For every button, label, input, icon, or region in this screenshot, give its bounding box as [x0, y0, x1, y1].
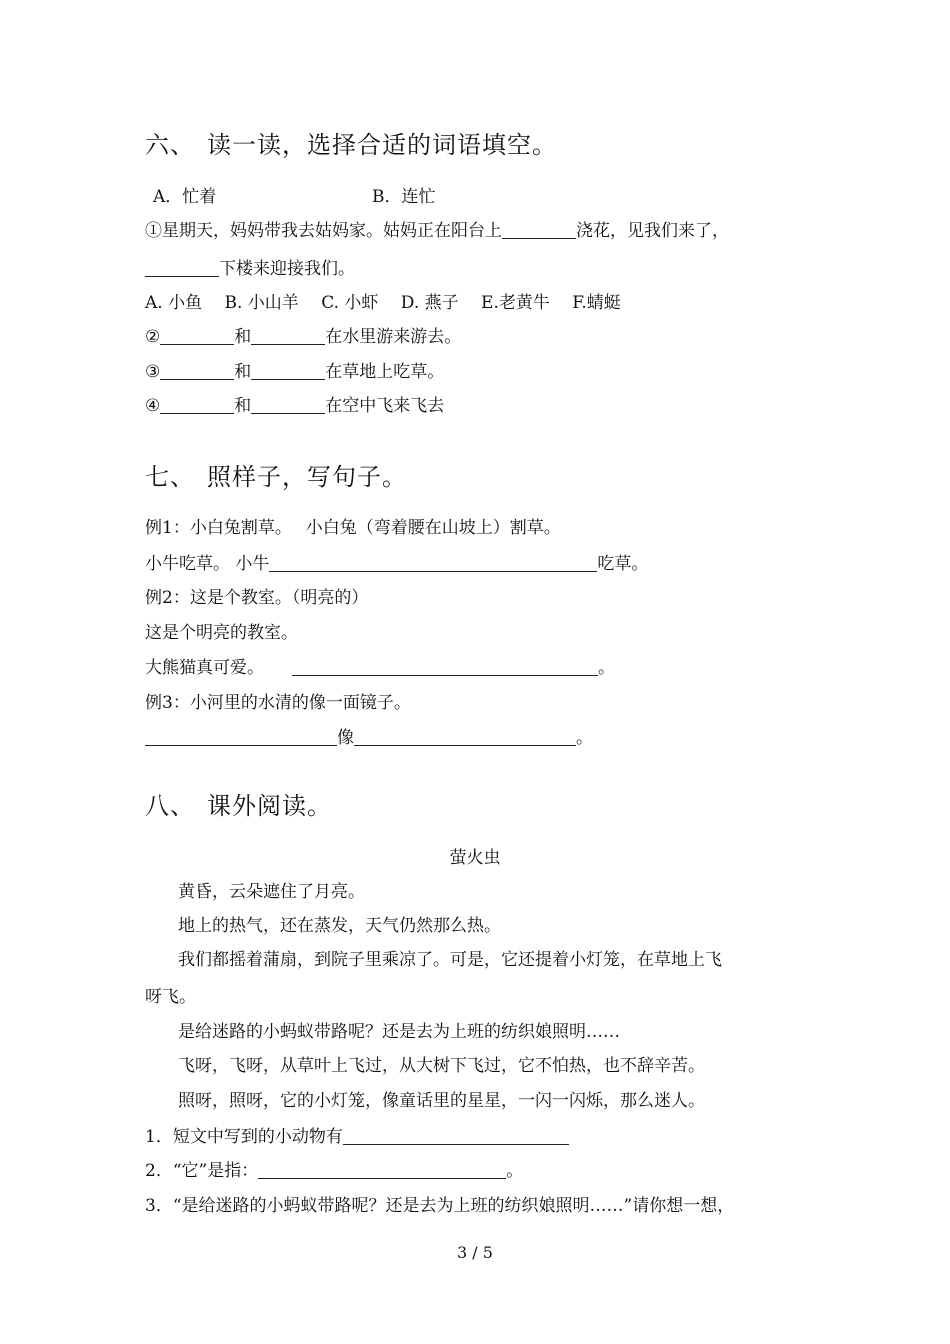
story-paragraph: 地上的热气，还在蒸发，天气仍然那么热。	[178, 916, 501, 936]
answer-blank[interactable]	[160, 395, 234, 414]
section-number: 六、	[145, 131, 195, 159]
section-number: 八、	[145, 792, 195, 820]
story-paragraph: 照呀，照呀，它的小灯笼，像童话里的星星，一闪一闪烁，那么迷人。	[178, 1091, 705, 1111]
question-text: 浇花，见我们来了，	[576, 221, 729, 241]
example-3-question	[145, 727, 593, 749]
example-1: 例1：小白兔割草。 小白兔（弯着腰在山坡上）割草。	[145, 518, 561, 538]
question-text: 。	[576, 728, 593, 748]
reading-question-3: 3．“是给迷路的小蚂蚁带路呢？还是去为上班的纺织娘照明……”请你想一想，	[145, 1196, 735, 1216]
answer-blank[interactable]	[251, 326, 325, 345]
question-text: 大熊猫真可爱。	[145, 658, 264, 678]
answer-blank[interactable]	[258, 1160, 506, 1179]
section-8-heading	[145, 791, 332, 821]
answer-blank[interactable]	[160, 326, 234, 345]
answer-blank[interactable]	[145, 727, 337, 746]
story-title: 萤火虫	[449, 848, 501, 868]
story-paragraph: 黄昏，云朵遮住了月亮。	[178, 882, 365, 902]
option-a: A．忙着	[153, 187, 217, 207]
reading-question-2	[145, 1160, 523, 1182]
example-3: 例3：小河里的水清的像一面镜子。	[145, 693, 411, 713]
question-text: 和	[234, 327, 252, 347]
question-1-line-1	[145, 220, 729, 242]
section-7-heading	[145, 462, 407, 492]
question-text: 在空中飞来飞去	[325, 396, 445, 416]
question-4	[145, 395, 444, 417]
question-text: ①星期天，妈妈带我去姑妈家。姑妈正在阳台上	[145, 221, 502, 241]
answer-blank[interactable]	[251, 361, 325, 380]
story-paragraph: 我们都摇着蒲扇，到院子里乘凉了。可是，它还提着小灯笼，在草地上飞	[178, 950, 722, 970]
question-marker: ②	[145, 327, 161, 347]
story-paragraph: 是给迷路的小蚂蚁带路呢？还是去为上班的纺织娘照明……	[178, 1022, 620, 1042]
question-text: 在水里游来游去。	[325, 327, 462, 347]
example-2: 例2：这是个教室。（明亮的）	[145, 588, 369, 608]
answer-blank[interactable]	[292, 657, 598, 676]
answer-blank[interactable]	[160, 361, 234, 380]
example-2-answer: 这是个明亮的教室。	[145, 623, 298, 643]
question-text: 吃草。	[597, 554, 649, 574]
story-paragraph-continued: 呀飞。	[145, 987, 196, 1007]
question-text: 小牛吃草。 小牛	[145, 554, 270, 574]
section-6-heading	[145, 130, 557, 160]
question-text: 和	[234, 396, 252, 416]
page-number: 3 / 5	[457, 1243, 493, 1262]
answer-blank[interactable]	[354, 727, 576, 746]
story-paragraph: 飞呀，飞呀，从草叶上飞过，从大树下飞过，它不怕热，也不辞辛苦。	[178, 1056, 705, 1076]
example-1-question	[145, 553, 648, 575]
question-text: 。	[598, 658, 615, 678]
question-text: 像	[337, 728, 354, 748]
answer-blank[interactable]	[502, 220, 576, 239]
question-3	[145, 361, 444, 383]
section-title: 课外阅读。	[207, 792, 332, 820]
section-number: 七、	[145, 463, 195, 491]
section-title: 读一读，选择合适的词语填空。	[207, 131, 557, 159]
question-text: 下楼来迎接我们。	[219, 259, 355, 279]
question-text: 。	[506, 1161, 524, 1181]
question-marker: ③	[145, 362, 161, 382]
question-text: 2．“它”是指：	[145, 1161, 259, 1181]
question-1-line-2	[145, 258, 355, 280]
reading-question-1	[145, 1126, 569, 1148]
answer-blank[interactable]	[343, 1126, 569, 1145]
question-text: 1．短文中写到的小动物有	[145, 1127, 343, 1147]
question-2	[145, 326, 461, 348]
section-title: 照样子，写句子。	[207, 463, 407, 491]
question-text: 在草地上吃草。	[325, 362, 445, 382]
answer-blank[interactable]	[269, 553, 597, 572]
example-2-question	[145, 657, 615, 679]
answer-blank[interactable]	[145, 258, 219, 277]
question-text: 和	[234, 362, 252, 382]
option-b: B．连忙	[372, 187, 436, 207]
question-marker: ④	[145, 396, 161, 416]
animal-options: A. 小鱼 B. 小山羊 C. 小虾 D. 燕子 E.老黄牛 F.蜻蜓	[145, 293, 621, 313]
answer-blank[interactable]	[251, 395, 325, 414]
